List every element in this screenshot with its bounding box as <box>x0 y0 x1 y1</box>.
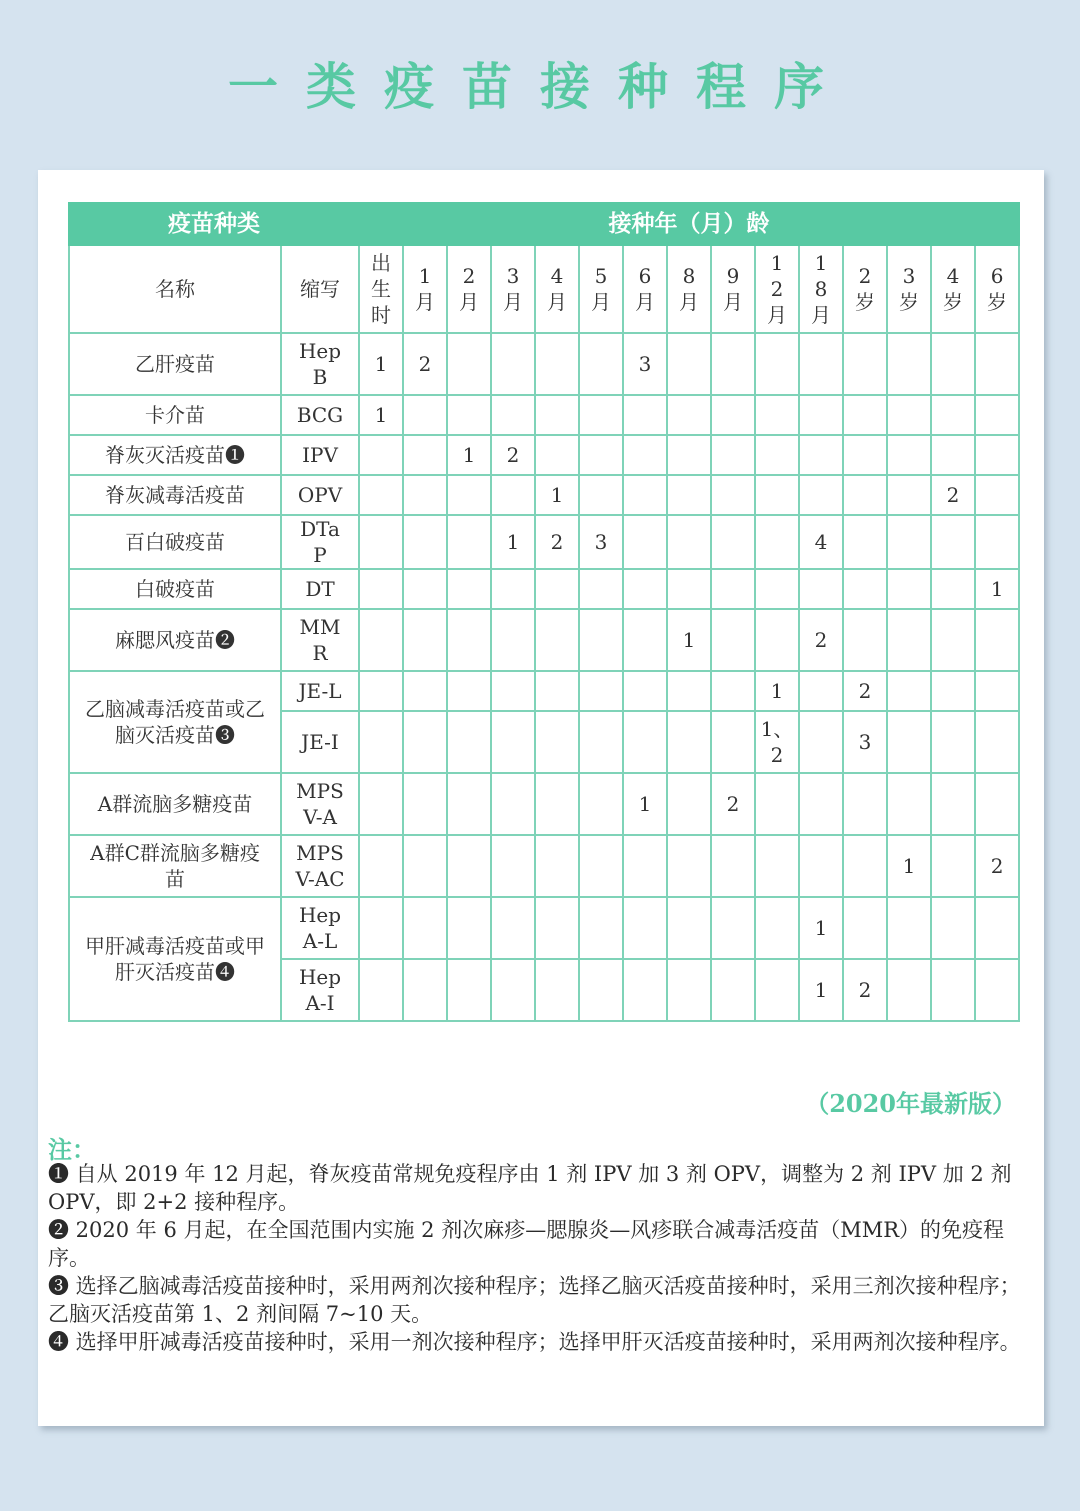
dose-cell <box>579 435 623 475</box>
dose-cell <box>667 435 711 475</box>
dose-cell <box>931 671 975 711</box>
vaccine-name <box>69 835 281 897</box>
dose-cell <box>755 835 799 897</box>
vaccine-name <box>69 475 281 515</box>
dose-cell <box>711 569 755 609</box>
dose-cell <box>535 959 579 1021</box>
dose-cell <box>755 435 799 475</box>
vaccine-name <box>69 671 281 773</box>
vaccine-name-text: 百白破疫苗 <box>125 530 225 554</box>
dose-cell <box>403 515 447 569</box>
dose-cell <box>843 773 887 835</box>
dose-cell: 1 <box>975 569 1019 609</box>
dose-cell <box>711 515 755 569</box>
dose-cell <box>403 671 447 711</box>
table-row <box>69 395 1019 435</box>
dose-cell: 1 <box>887 835 931 897</box>
dose-cell <box>403 711 447 773</box>
age-header: 2 岁 <box>843 245 887 333</box>
dose-cell <box>931 897 975 959</box>
dose-cell <box>403 395 447 435</box>
dose-cell <box>975 435 1019 475</box>
dose-cell <box>711 475 755 515</box>
dose-cell: 1 <box>447 435 491 475</box>
dose-cell <box>667 515 711 569</box>
dose-cell <box>843 395 887 435</box>
dose-cell <box>447 671 491 711</box>
dose-cell <box>447 711 491 773</box>
vaccine-name <box>69 773 281 835</box>
col-abbr: 缩写 <box>281 245 359 333</box>
dose-cell <box>975 515 1019 569</box>
dose-cell <box>711 711 755 773</box>
dose-cell <box>623 711 667 773</box>
dose-cell <box>623 959 667 1021</box>
dose-cell <box>931 435 975 475</box>
vaccine-abbr: OPV <box>281 475 359 515</box>
dose-cell <box>887 435 931 475</box>
dose-cell <box>447 959 491 1021</box>
dose-cell <box>931 835 975 897</box>
dose-cell <box>403 959 447 1021</box>
dose-cell <box>359 959 403 1021</box>
dose-cell <box>887 569 931 609</box>
dose-cell <box>623 515 667 569</box>
vaccine-name-text: 脊灰灭活疫苗 <box>105 443 225 467</box>
age-header: 出 生 时 <box>359 245 403 333</box>
dose-cell <box>535 569 579 609</box>
dose-cell <box>755 773 799 835</box>
dose-cell <box>579 959 623 1021</box>
dose-cell <box>843 435 887 475</box>
dose-cell <box>711 959 755 1021</box>
dose-cell: 2 <box>403 333 447 395</box>
dose-cell <box>579 835 623 897</box>
dose-cell <box>359 475 403 515</box>
vaccine-name-text: A群流脑多糖疫苗 <box>97 792 253 816</box>
dose-cell <box>887 897 931 959</box>
table-row <box>69 671 1019 711</box>
vaccine-name-text: A群C群流脑多糖疫苗 <box>90 841 260 891</box>
dose-cell <box>711 835 755 897</box>
dose-cell <box>667 333 711 395</box>
col-name: 名称 <box>69 245 281 333</box>
dose-cell <box>843 835 887 897</box>
vaccine-name-text: 卡介苗 <box>145 403 205 427</box>
dose-cell <box>535 435 579 475</box>
dose-cell <box>535 671 579 711</box>
vaccine-name <box>69 333 281 395</box>
dose-cell <box>931 711 975 773</box>
table-row <box>69 435 1019 475</box>
age-header: 9 月 <box>711 245 755 333</box>
dose-cell <box>579 333 623 395</box>
dose-cell <box>491 475 535 515</box>
vaccine-name <box>69 435 281 475</box>
dose-cell: 3 <box>843 711 887 773</box>
dose-cell <box>887 609 931 671</box>
dose-cell <box>931 609 975 671</box>
note-marker: ❶ <box>225 443 245 467</box>
dose-cell: 2 <box>931 475 975 515</box>
dose-cell <box>535 609 579 671</box>
dose-cell <box>447 609 491 671</box>
vaccine-name <box>69 515 281 569</box>
dose-cell <box>755 569 799 609</box>
dose-cell <box>623 897 667 959</box>
dose-cell <box>579 395 623 435</box>
dose-cell <box>755 475 799 515</box>
dose-cell <box>931 333 975 395</box>
note-1: ❶ 自从 2019 年 12 月起，脊灰疫苗常规免疫程序由 1 剂 IPV 加 3 剂 OPV，调整为 2 剂 IPV 加 2 剂OPV，即 2+2 接种程序。 <box>48 1162 1012 1214</box>
dose-cell <box>359 897 403 959</box>
dose-cell <box>799 671 843 711</box>
dose-cell: 2 <box>843 671 887 711</box>
dose-cell <box>403 435 447 475</box>
vaccine-name <box>69 569 281 609</box>
dose-cell <box>491 959 535 1021</box>
dose-cell <box>535 395 579 435</box>
dose-cell <box>711 333 755 395</box>
dose-cell <box>491 773 535 835</box>
vaccine-abbr: IPV <box>281 435 359 475</box>
dose-cell <box>667 897 711 959</box>
dose-cell <box>491 835 535 897</box>
note-2: ❷ 2020 年 6 月起，在全国范围内实施 2 剂次麻疹—腮腺炎—风疹联合减毒活疫苗（MMR）的免疫程序。 <box>48 1218 1005 1270</box>
dose-cell: 3 <box>579 515 623 569</box>
vaccine-abbr: DTaP <box>281 515 359 569</box>
dose-cell <box>359 711 403 773</box>
dose-cell <box>887 395 931 435</box>
dose-cell <box>447 475 491 515</box>
vaccine-name-text: 白破疫苗 <box>135 577 215 601</box>
age-header: 3 岁 <box>887 245 931 333</box>
dose-cell <box>491 609 535 671</box>
dose-cell: 1 <box>491 515 535 569</box>
dose-cell <box>887 671 931 711</box>
dose-cell <box>359 435 403 475</box>
dose-cell: 2 <box>491 435 535 475</box>
dose-cell <box>623 475 667 515</box>
dose-cell <box>535 773 579 835</box>
vaccine-abbr: MPSV-AC <box>281 835 359 897</box>
dose-cell <box>975 395 1019 435</box>
dose-cell <box>535 835 579 897</box>
vaccine-abbr: MMR <box>281 609 359 671</box>
dose-cell <box>931 569 975 609</box>
dose-cell <box>755 959 799 1021</box>
table-row <box>69 515 1019 569</box>
vaccine-name-text: 脊灰减毒活疫苗 <box>105 483 245 507</box>
age-header: 2 月 <box>447 245 491 333</box>
dose-cell: 2 <box>975 835 1019 897</box>
dose-cell <box>799 333 843 395</box>
note-marker: ❹ <box>215 960 235 984</box>
dose-cell <box>359 609 403 671</box>
dose-cell <box>667 671 711 711</box>
vaccine-name-text: 乙脑减毒活疫苗或乙脑灭活疫苗 <box>85 697 265 747</box>
dose-cell <box>887 475 931 515</box>
age-header: 5 月 <box>579 245 623 333</box>
edition-label: （2020年最新版） <box>805 1089 1016 1118</box>
dose-cell <box>931 773 975 835</box>
dose-cell <box>491 333 535 395</box>
dose-cell <box>755 609 799 671</box>
dose-cell <box>843 475 887 515</box>
dose-cell <box>887 711 931 773</box>
dose-cell <box>799 835 843 897</box>
dose-cell <box>931 515 975 569</box>
dose-cell <box>887 959 931 1021</box>
vaccine-name <box>69 395 281 435</box>
dose-cell <box>799 395 843 435</box>
dose-cell: 1、2 <box>755 711 799 773</box>
dose-cell <box>579 475 623 515</box>
dose-cell <box>887 333 931 395</box>
dose-cell <box>843 569 887 609</box>
vaccine-abbr: BCG <box>281 395 359 435</box>
dose-cell <box>623 671 667 711</box>
dose-cell <box>843 609 887 671</box>
dose-cell <box>447 897 491 959</box>
dose-cell <box>579 609 623 671</box>
dose-cell <box>403 609 447 671</box>
dose-cell <box>667 959 711 1021</box>
dose-cell <box>667 711 711 773</box>
vaccine-name <box>69 609 281 671</box>
dose-cell <box>579 711 623 773</box>
dose-cell <box>975 475 1019 515</box>
dose-cell: 1 <box>755 671 799 711</box>
note-marker: ❷ <box>215 628 235 652</box>
dose-cell <box>887 515 931 569</box>
dose-cell: 1 <box>359 395 403 435</box>
dose-cell: 4 <box>799 515 843 569</box>
age-header: 4 月 <box>535 245 579 333</box>
dose-cell <box>579 569 623 609</box>
dose-cell <box>447 569 491 609</box>
dose-cell <box>843 333 887 395</box>
dose-cell: 3 <box>623 333 667 395</box>
dose-cell <box>359 671 403 711</box>
dose-cell <box>975 671 1019 711</box>
age-header: 6 岁 <box>975 245 1019 333</box>
vaccine-name-text: 麻腮风疫苗 <box>115 628 215 652</box>
vaccine-abbr: DT <box>281 569 359 609</box>
age-header: 1 月 <box>403 245 447 333</box>
age-header: 6 月 <box>623 245 667 333</box>
dose-cell <box>623 435 667 475</box>
dose-cell: 2 <box>799 609 843 671</box>
dose-cell <box>975 609 1019 671</box>
vaccine-schedule-table <box>68 202 1020 1022</box>
dose-cell: 2 <box>535 515 579 569</box>
vaccine-abbr: JE-I <box>281 711 359 773</box>
dose-cell <box>667 773 711 835</box>
dose-cell <box>975 897 1019 959</box>
dose-cell <box>755 897 799 959</box>
dose-cell <box>491 897 535 959</box>
age-header: 1 8 月 <box>799 245 843 333</box>
dose-cell <box>799 435 843 475</box>
age-header: 1 2 月 <box>755 245 799 333</box>
page-title: 一类疫苗接种程序 <box>228 58 852 116</box>
dose-cell <box>887 773 931 835</box>
dose-cell <box>403 835 447 897</box>
schedule-card <box>38 170 1044 1426</box>
table-row <box>69 333 1019 395</box>
vaccine-abbr: HepA-I <box>281 959 359 1021</box>
dose-cell <box>535 897 579 959</box>
dose-cell <box>667 395 711 435</box>
dose-cell <box>359 773 403 835</box>
dose-cell <box>711 395 755 435</box>
dose-cell <box>799 475 843 515</box>
dose-cell: 2 <box>843 959 887 1021</box>
vaccine-abbr: HepA-L <box>281 897 359 959</box>
vaccine-abbr: JE-L <box>281 671 359 711</box>
dose-cell <box>755 395 799 435</box>
table-row <box>69 835 1019 897</box>
dose-cell <box>799 569 843 609</box>
dose-cell <box>667 569 711 609</box>
dose-cell <box>711 435 755 475</box>
table-row <box>69 569 1019 609</box>
dose-cell <box>975 959 1019 1021</box>
dose-cell <box>711 671 755 711</box>
dose-cell <box>447 773 491 835</box>
dose-cell <box>975 333 1019 395</box>
dose-cell <box>359 569 403 609</box>
age-header: 4 岁 <box>931 245 975 333</box>
dose-cell <box>623 609 667 671</box>
dose-cell <box>579 671 623 711</box>
dose-cell: 1 <box>667 609 711 671</box>
dose-cell <box>799 773 843 835</box>
dose-cell <box>799 711 843 773</box>
dose-cell <box>975 773 1019 835</box>
dose-cell <box>491 711 535 773</box>
dose-cell: 1 <box>799 897 843 959</box>
notes-title: 注： <box>48 1135 96 1164</box>
dose-cell <box>447 333 491 395</box>
dose-cell <box>975 711 1019 773</box>
dose-cell <box>535 333 579 395</box>
dose-cell <box>359 835 403 897</box>
dose-cell <box>711 897 755 959</box>
dose-cell <box>491 569 535 609</box>
header-category: 疫苗种类 <box>69 203 359 245</box>
dose-cell <box>491 395 535 435</box>
dose-cell <box>359 515 403 569</box>
dose-cell <box>623 835 667 897</box>
dose-cell <box>755 515 799 569</box>
dose-cell <box>403 569 447 609</box>
note-marker: ❸ <box>215 723 235 747</box>
dose-cell <box>403 475 447 515</box>
note-3: ❸ 选择乙脑减毒活疫苗接种时，采用两剂次接种程序；选择乙脑灭活疫苗接种时，采用三剂次接种程序；乙脑灭活疫苗第 1、2 剂间隔 7~10 天。 <box>48 1274 1021 1326</box>
dose-cell <box>931 959 975 1021</box>
vaccine-name <box>69 897 281 1021</box>
dose-cell <box>403 897 447 959</box>
note-4: ❹ 选择甲肝减毒活疫苗接种时，采用一剂次接种程序；选择甲肝灭活疫苗接种时，采用两剂次接种程序。 <box>48 1330 1021 1354</box>
notes <box>48 1160 1034 1356</box>
vaccine-abbr: MPSV-A <box>281 773 359 835</box>
dose-cell <box>579 773 623 835</box>
dose-cell: 1 <box>535 475 579 515</box>
table-row <box>69 475 1019 515</box>
dose-cell <box>755 333 799 395</box>
dose-cell <box>491 671 535 711</box>
age-header: 3 月 <box>491 245 535 333</box>
dose-cell <box>447 835 491 897</box>
table-row <box>69 609 1019 671</box>
dose-cell <box>931 395 975 435</box>
dose-cell: 1 <box>623 773 667 835</box>
table-row <box>69 773 1019 835</box>
header-age: 接种年（月）龄 <box>359 203 1019 245</box>
dose-cell: 1 <box>359 333 403 395</box>
dose-cell <box>447 515 491 569</box>
table-row <box>69 897 1019 959</box>
age-header: 8 月 <box>667 245 711 333</box>
dose-cell: 2 <box>711 773 755 835</box>
vaccine-abbr: HepB <box>281 333 359 395</box>
dose-cell <box>667 835 711 897</box>
dose-cell <box>667 475 711 515</box>
vaccine-name-text: 甲肝减毒活疫苗或甲肝灭活疫苗 <box>85 934 265 984</box>
dose-cell <box>623 395 667 435</box>
dose-cell <box>843 897 887 959</box>
dose-cell <box>711 609 755 671</box>
dose-cell <box>535 711 579 773</box>
dose-cell <box>403 773 447 835</box>
dose-cell <box>447 395 491 435</box>
dose-cell <box>843 515 887 569</box>
dose-cell <box>579 897 623 959</box>
dose-cell: 1 <box>799 959 843 1021</box>
dose-cell <box>623 569 667 609</box>
vaccine-name-text: 乙肝疫苗 <box>135 352 215 376</box>
